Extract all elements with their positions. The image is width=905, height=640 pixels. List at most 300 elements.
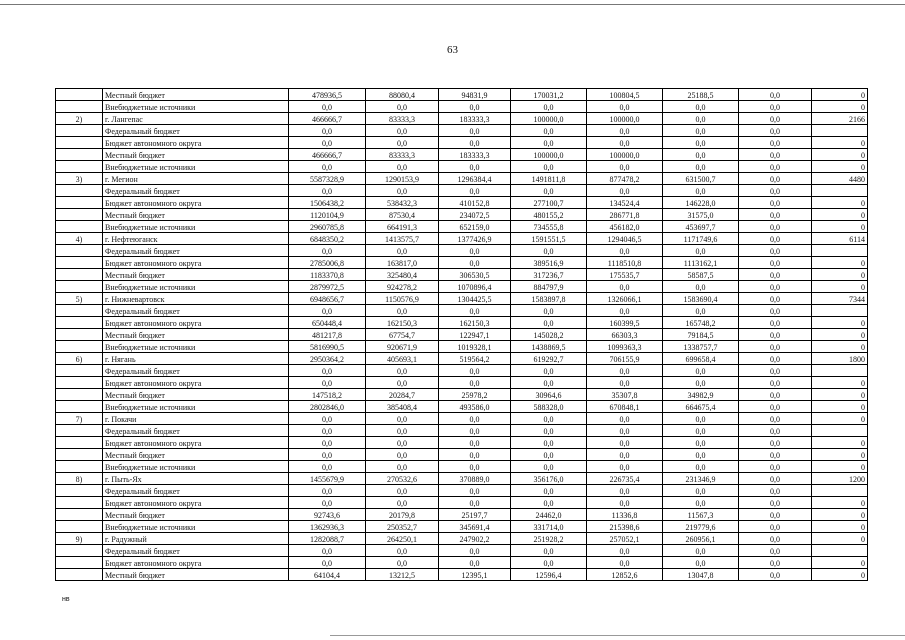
- value-cell: 650448,4: [289, 317, 366, 329]
- row-name-cell: Внебюджетные источники: [103, 461, 289, 473]
- table-row: [56, 209, 868, 221]
- value-cell: 5587328,9: [289, 173, 366, 185]
- value-cell: 0: [812, 521, 868, 533]
- value-cell: 0: [812, 89, 868, 101]
- value-cell: 0: [812, 257, 868, 269]
- value-cell: 12852,6: [587, 569, 663, 581]
- value-cell: 1362936,3: [289, 521, 366, 533]
- value-cell: 0: [812, 377, 868, 389]
- value-cell: 0,0: [511, 245, 587, 257]
- value-cell: 83333,3: [366, 149, 439, 161]
- value-cell: 257052,1: [587, 533, 663, 545]
- value-cell: 286771,8: [587, 209, 663, 221]
- table-row: [56, 569, 868, 581]
- value-cell: 0,0: [366, 185, 439, 197]
- value-cell: [812, 545, 868, 557]
- value-cell: 1413575,7: [366, 233, 439, 245]
- value-cell: 0,0: [439, 449, 511, 461]
- value-cell: 0,0: [739, 377, 812, 389]
- value-cell: 1491811,8: [511, 173, 587, 185]
- row-number-cell: [56, 401, 103, 413]
- value-cell: 0,0: [663, 557, 739, 569]
- value-cell: 0,0: [663, 461, 739, 473]
- value-cell: 0,0: [663, 137, 739, 149]
- value-cell: 389516,9: [511, 257, 587, 269]
- value-cell: 356176,0: [511, 473, 587, 485]
- value-cell: 0,0: [439, 461, 511, 473]
- value-cell: 2166: [812, 113, 868, 125]
- row-name-cell: Бюджет автономного округа: [103, 197, 289, 209]
- value-cell: 481217,8: [289, 329, 366, 341]
- value-cell: 0,0: [739, 125, 812, 137]
- value-cell: [812, 365, 868, 377]
- value-cell: 13047,8: [663, 569, 739, 581]
- table-row: [56, 353, 868, 365]
- value-cell: 1377426,9: [439, 233, 511, 245]
- row-name-cell: Бюджет автономного округа: [103, 257, 289, 269]
- value-cell: 0: [812, 533, 868, 545]
- value-cell: 0,0: [439, 245, 511, 257]
- row-name-cell: г. Радужный: [103, 533, 289, 545]
- value-cell: 0,0: [587, 485, 663, 497]
- table-row: [56, 269, 868, 281]
- value-cell: 1171749,6: [663, 233, 739, 245]
- value-cell: 170031,2: [511, 89, 587, 101]
- row-name-cell: Внебюджетные источники: [103, 101, 289, 113]
- value-cell: 0,0: [289, 365, 366, 377]
- value-cell: 0,0: [739, 461, 812, 473]
- value-cell: 0,0: [289, 413, 366, 425]
- row-number-cell: 2): [56, 113, 103, 125]
- value-cell: 0: [812, 281, 868, 293]
- table-row: [56, 449, 868, 461]
- table-row: [56, 137, 868, 149]
- value-cell: 231346,9: [663, 473, 739, 485]
- value-cell: 1800: [812, 353, 868, 365]
- table-row: [56, 533, 868, 545]
- value-cell: 6848350,2: [289, 233, 366, 245]
- value-cell: 0,0: [289, 485, 366, 497]
- value-cell: 1290153,9: [366, 173, 439, 185]
- top-scan-border: [0, 4, 905, 5]
- value-cell: 405693,1: [366, 353, 439, 365]
- value-cell: 0,0: [739, 233, 812, 245]
- value-cell: 0,0: [511, 185, 587, 197]
- value-cell: 0,0: [663, 125, 739, 137]
- value-cell: 0,0: [663, 149, 739, 161]
- row-number-cell: [56, 521, 103, 533]
- value-cell: 493586,0: [439, 401, 511, 413]
- row-number-cell: 3): [56, 173, 103, 185]
- row-number-cell: [56, 545, 103, 557]
- value-cell: 0,0: [739, 185, 812, 197]
- value-cell: 34982,9: [663, 389, 739, 401]
- value-cell: 87530,4: [366, 209, 439, 221]
- value-cell: 1294046,5: [587, 233, 663, 245]
- value-cell: 13212,5: [366, 569, 439, 581]
- value-cell: 0,0: [366, 137, 439, 149]
- value-cell: 0,0: [587, 365, 663, 377]
- value-cell: 0,0: [511, 305, 587, 317]
- table-row: [56, 233, 868, 245]
- table-row: [56, 557, 868, 569]
- row-number-cell: [56, 485, 103, 497]
- value-cell: 0,0: [587, 245, 663, 257]
- value-cell: 0,0: [439, 545, 511, 557]
- value-cell: [812, 125, 868, 137]
- table-row: [56, 401, 868, 413]
- value-cell: 0,0: [587, 305, 663, 317]
- value-cell: 0,0: [511, 449, 587, 461]
- value-cell: 0,0: [587, 497, 663, 509]
- value-cell: 0,0: [289, 101, 366, 113]
- table-row: [56, 473, 868, 485]
- value-cell: 0,0: [739, 413, 812, 425]
- value-cell: 0,0: [587, 185, 663, 197]
- value-cell: 0,0: [511, 125, 587, 137]
- value-cell: 0: [812, 137, 868, 149]
- value-cell: 0,0: [663, 377, 739, 389]
- row-name-cell: Бюджет автономного округа: [103, 557, 289, 569]
- value-cell: 0,0: [739, 293, 812, 305]
- table-row: [56, 173, 868, 185]
- row-name-cell: Внебюджетные источники: [103, 401, 289, 413]
- value-cell: 1120104,9: [289, 209, 366, 221]
- value-cell: 162150,3: [366, 317, 439, 329]
- value-cell: 1506438,2: [289, 197, 366, 209]
- row-name-cell: Бюджет автономного округа: [103, 137, 289, 149]
- value-cell: 0,0: [511, 485, 587, 497]
- value-cell: 0,0: [511, 437, 587, 449]
- value-cell: 0,0: [439, 257, 511, 269]
- value-cell: 0,0: [739, 281, 812, 293]
- row-number-cell: 4): [56, 233, 103, 245]
- value-cell: 0: [812, 437, 868, 449]
- value-cell: 0,0: [289, 305, 366, 317]
- value-cell: 0,0: [439, 413, 511, 425]
- value-cell: 0,0: [511, 425, 587, 437]
- value-cell: 478936,5: [289, 89, 366, 101]
- value-cell: 66303,3: [587, 329, 663, 341]
- table-row: [56, 329, 868, 341]
- value-cell: 0,0: [587, 437, 663, 449]
- value-cell: 260956,1: [663, 533, 739, 545]
- row-number-cell: [56, 197, 103, 209]
- table-row: [56, 413, 868, 425]
- value-cell: 0,0: [511, 161, 587, 173]
- value-cell: 24462,0: [511, 509, 587, 521]
- row-number-cell: [56, 221, 103, 233]
- row-name-cell: г. Пыть-Ях: [103, 473, 289, 485]
- value-cell: 480155,2: [511, 209, 587, 221]
- row-name-cell: г. Мегион: [103, 173, 289, 185]
- value-cell: 0: [812, 341, 868, 353]
- row-number-cell: [56, 557, 103, 569]
- value-cell: 0,0: [739, 89, 812, 101]
- value-cell: 277100,7: [511, 197, 587, 209]
- row-name-cell: Местный бюджет: [103, 89, 289, 101]
- value-cell: 12395,1: [439, 569, 511, 581]
- value-cell: 664675,4: [663, 401, 739, 413]
- value-cell: 0,0: [289, 461, 366, 473]
- row-name-cell: Местный бюджет: [103, 149, 289, 161]
- value-cell: 0,0: [739, 317, 812, 329]
- value-cell: 1438869,5: [511, 341, 587, 353]
- value-cell: 0,0: [511, 545, 587, 557]
- value-cell: 0,0: [366, 161, 439, 173]
- value-cell: 699658,4: [663, 353, 739, 365]
- value-cell: 924278,2: [366, 281, 439, 293]
- value-cell: 0: [812, 197, 868, 209]
- row-number-cell: 7): [56, 413, 103, 425]
- row-number-cell: [56, 389, 103, 401]
- row-name-cell: Местный бюджет: [103, 329, 289, 341]
- value-cell: 0: [812, 209, 868, 221]
- value-cell: 0,0: [663, 305, 739, 317]
- value-cell: 0,0: [663, 437, 739, 449]
- value-cell: 183333,3: [439, 149, 511, 161]
- value-cell: 0,0: [587, 137, 663, 149]
- row-number-cell: [56, 245, 103, 257]
- value-cell: 0,0: [739, 101, 812, 113]
- value-cell: 1455679,9: [289, 473, 366, 485]
- row-number-cell: [56, 341, 103, 353]
- table-row: [56, 149, 868, 161]
- value-cell: 0,0: [439, 425, 511, 437]
- value-cell: 6114: [812, 233, 868, 245]
- row-name-cell: г. Нягань: [103, 353, 289, 365]
- table-row: [56, 305, 868, 317]
- value-cell: 0,0: [739, 161, 812, 173]
- table-row: [56, 317, 868, 329]
- value-cell: 920671,9: [366, 341, 439, 353]
- value-cell: 456182,0: [587, 221, 663, 233]
- value-cell: 162150,3: [439, 317, 511, 329]
- value-cell: 0,0: [366, 377, 439, 389]
- value-cell: 0,0: [587, 161, 663, 173]
- value-cell: 0,0: [739, 209, 812, 221]
- row-name-cell: Бюджет автономного округа: [103, 497, 289, 509]
- row-number-cell: [56, 437, 103, 449]
- value-cell: 0: [812, 449, 868, 461]
- row-name-cell: Местный бюджет: [103, 569, 289, 581]
- page-number: 63: [447, 44, 458, 56]
- value-cell: 215398,6: [587, 521, 663, 533]
- value-cell: 92743,6: [289, 509, 366, 521]
- value-cell: [812, 425, 868, 437]
- value-cell: 1282088,7: [289, 533, 366, 545]
- value-cell: 466666,7: [289, 113, 366, 125]
- value-cell: 0,0: [511, 317, 587, 329]
- row-number-cell: 6): [56, 353, 103, 365]
- value-cell: 0,0: [289, 377, 366, 389]
- table-row: [56, 425, 868, 437]
- value-cell: 331714,0: [511, 521, 587, 533]
- value-cell: 1118510,8: [587, 257, 663, 269]
- row-name-cell: Бюджет автономного округа: [103, 437, 289, 449]
- value-cell: 25978,2: [439, 389, 511, 401]
- value-cell: 0,0: [739, 197, 812, 209]
- value-cell: 0,0: [511, 137, 587, 149]
- row-name-cell: Местный бюджет: [103, 209, 289, 221]
- table-row: [56, 257, 868, 269]
- value-cell: 0: [812, 461, 868, 473]
- value-cell: 0,0: [739, 557, 812, 569]
- row-name-cell: Федеральный бюджет: [103, 545, 289, 557]
- value-cell: 453697,7: [663, 221, 739, 233]
- value-cell: 0,0: [739, 173, 812, 185]
- value-cell: 226735,4: [587, 473, 663, 485]
- value-cell: 0,0: [366, 485, 439, 497]
- value-cell: 0,0: [739, 137, 812, 149]
- value-cell: 2879972,5: [289, 281, 366, 293]
- row-number-cell: [56, 281, 103, 293]
- value-cell: 0,0: [439, 101, 511, 113]
- row-number-cell: [56, 449, 103, 461]
- value-cell: 0,0: [739, 521, 812, 533]
- value-cell: 146228,0: [663, 197, 739, 209]
- row-name-cell: Местный бюджет: [103, 269, 289, 281]
- value-cell: 147518,2: [289, 389, 366, 401]
- value-cell: 4480: [812, 173, 868, 185]
- value-cell: 0,0: [366, 365, 439, 377]
- value-cell: 0,0: [663, 365, 739, 377]
- value-cell: 0,0: [739, 269, 812, 281]
- row-name-cell: г. Нижневартовск: [103, 293, 289, 305]
- value-cell: 0,0: [511, 461, 587, 473]
- value-cell: 100000,0: [511, 113, 587, 125]
- value-cell: 0: [812, 413, 868, 425]
- table-row: [56, 365, 868, 377]
- table-row: [56, 197, 868, 209]
- table-row: [56, 101, 868, 113]
- table-row: [56, 221, 868, 233]
- row-number-cell: [56, 425, 103, 437]
- value-cell: 0,0: [587, 413, 663, 425]
- value-cell: 0,0: [366, 413, 439, 425]
- value-cell: 306530,5: [439, 269, 511, 281]
- value-cell: 2960785,8: [289, 221, 366, 233]
- value-cell: 0,0: [439, 437, 511, 449]
- value-cell: 1296384,4: [439, 173, 511, 185]
- table-row: [56, 281, 868, 293]
- value-cell: 0,0: [739, 389, 812, 401]
- value-cell: 0: [812, 317, 868, 329]
- value-cell: 0,0: [739, 149, 812, 161]
- value-cell: 0: [812, 221, 868, 233]
- table-row: [56, 293, 868, 305]
- value-cell: 0,0: [289, 557, 366, 569]
- value-cell: 31575,0: [663, 209, 739, 221]
- value-cell: 1150576,9: [366, 293, 439, 305]
- row-name-cell: Внебюджетные источники: [103, 341, 289, 353]
- value-cell: 0,0: [289, 497, 366, 509]
- value-cell: 706155,9: [587, 353, 663, 365]
- value-cell: 20179,8: [366, 509, 439, 521]
- value-cell: 0,0: [663, 113, 739, 125]
- value-cell: 1099363,3: [587, 341, 663, 353]
- value-cell: 884797,9: [511, 281, 587, 293]
- value-cell: 0,0: [289, 437, 366, 449]
- value-cell: 0,0: [587, 377, 663, 389]
- value-cell: 1591551,5: [511, 233, 587, 245]
- value-cell: 25197,7: [439, 509, 511, 521]
- row-name-cell: Внебюджетные источники: [103, 281, 289, 293]
- value-cell: 83333,3: [366, 113, 439, 125]
- value-cell: 88080,4: [366, 89, 439, 101]
- row-number-cell: [56, 137, 103, 149]
- value-cell: 0: [812, 557, 868, 569]
- value-cell: 0,0: [663, 245, 739, 257]
- table-row: [56, 485, 868, 497]
- value-cell: 79184,5: [663, 329, 739, 341]
- value-cell: 270532,6: [366, 473, 439, 485]
- value-cell: 0,0: [439, 365, 511, 377]
- value-cell: 134524,4: [587, 197, 663, 209]
- value-cell: 385408,4: [366, 401, 439, 413]
- value-cell: [812, 485, 868, 497]
- value-cell: 0,0: [739, 509, 812, 521]
- row-number-cell: [56, 125, 103, 137]
- value-cell: [812, 305, 868, 317]
- table-row: [56, 113, 868, 125]
- value-cell: 1113162,1: [663, 257, 739, 269]
- value-cell: 0,0: [511, 365, 587, 377]
- value-cell: 0,0: [739, 485, 812, 497]
- value-cell: 0,0: [739, 221, 812, 233]
- value-cell: 0,0: [439, 377, 511, 389]
- value-cell: [812, 245, 868, 257]
- value-cell: 0,0: [663, 101, 739, 113]
- value-cell: 588328,0: [511, 401, 587, 413]
- row-number-cell: [56, 209, 103, 221]
- value-cell: 0,0: [366, 125, 439, 137]
- value-cell: 0,0: [739, 329, 812, 341]
- value-cell: 175535,7: [587, 269, 663, 281]
- value-cell: 631500,7: [663, 173, 739, 185]
- row-number-cell: [56, 269, 103, 281]
- value-cell: 0,0: [366, 425, 439, 437]
- value-cell: 1583690,4: [663, 293, 739, 305]
- value-cell: 0,0: [587, 449, 663, 461]
- value-cell: 0,0: [663, 497, 739, 509]
- bottom-scan-border: [330, 635, 905, 636]
- value-cell: 1583897,8: [511, 293, 587, 305]
- value-cell: 1338757,7: [663, 341, 739, 353]
- value-cell: 0,0: [366, 245, 439, 257]
- value-cell: 94831,9: [439, 89, 511, 101]
- value-cell: 0,0: [739, 341, 812, 353]
- row-name-cell: Федеральный бюджет: [103, 125, 289, 137]
- value-cell: 0,0: [739, 473, 812, 485]
- value-cell: 0,0: [587, 281, 663, 293]
- value-cell: 0,0: [366, 449, 439, 461]
- value-cell: 0,0: [739, 497, 812, 509]
- value-cell: 0: [812, 509, 868, 521]
- value-cell: 0,0: [739, 257, 812, 269]
- table-row: [56, 377, 868, 389]
- value-cell: 1200: [812, 473, 868, 485]
- footer-mark: нв: [62, 596, 70, 603]
- row-name-cell: Местный бюджет: [103, 449, 289, 461]
- value-cell: 0,0: [289, 125, 366, 137]
- value-cell: 0,0: [739, 425, 812, 437]
- row-name-cell: Бюджет автономного округа: [103, 317, 289, 329]
- value-cell: 0,0: [289, 425, 366, 437]
- value-cell: 0,0: [739, 365, 812, 377]
- value-cell: 64104,4: [289, 569, 366, 581]
- value-cell: 0,0: [366, 437, 439, 449]
